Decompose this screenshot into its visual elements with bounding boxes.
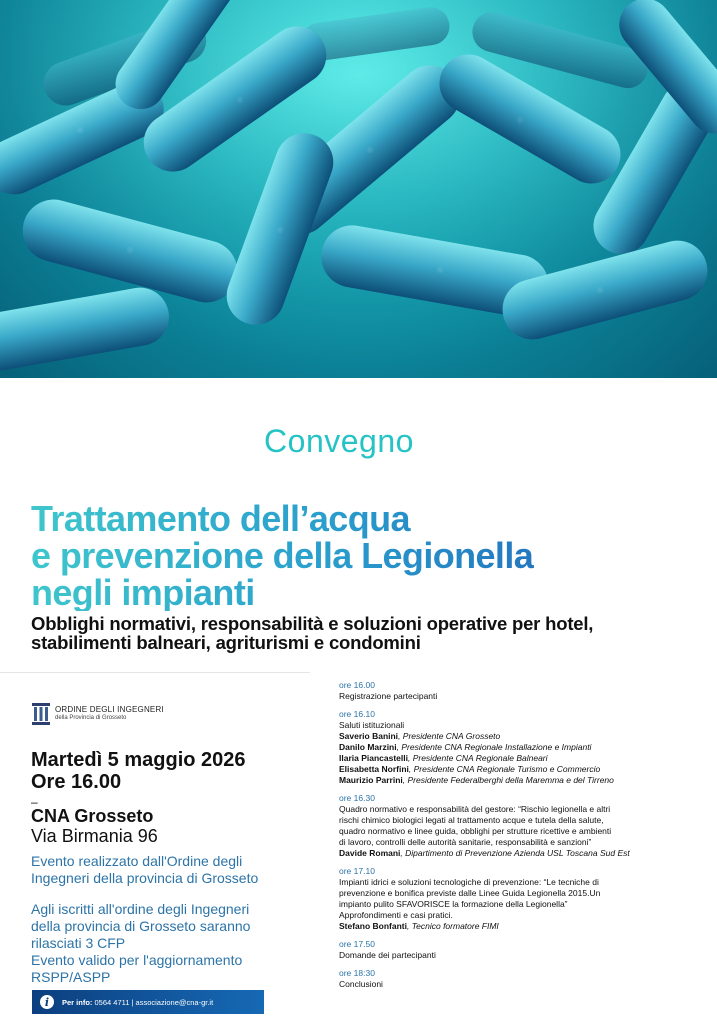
slot-text: impianto pulito SFAVORISCE la formazione della Legionella”	[339, 899, 568, 909]
slot-text: Domande dei partecipanti	[339, 950, 436, 960]
ordine-ingegneri-logo	[32, 703, 164, 725]
slot-text: rischi chimico biologici legati al trattamento acque e tutela della salute,	[339, 815, 604, 825]
separator-dash: –	[31, 795, 38, 809]
slot-time: ore 16.10	[339, 709, 375, 719]
speaker-line: Maurizio Parrini, Presidente Federalberghi della Maremma e del Tirreno	[339, 775, 614, 785]
slot-time: ore 16.00	[339, 680, 375, 690]
footer-label: Per info:	[62, 997, 93, 1007]
event-time: Ore 16.00	[31, 771, 122, 793]
program-schedule	[339, 680, 689, 997]
speaker-line: Ilaria Piancastelli, Presidente CNA Regionale Balneari	[339, 753, 548, 763]
slot-text: di lavoro, controlli delle autorità sanitarie, responsabilità e sanzioni”	[339, 837, 592, 847]
divider	[0, 672, 310, 673]
credits-line: RSPP/ASPP	[31, 969, 111, 985]
organizer-line: Evento realizzato dall'Ordine degli	[31, 853, 243, 869]
slot-text: Conclusioni	[339, 979, 383, 989]
info-footer	[32, 990, 264, 1014]
event-kicker: Convegno	[264, 423, 414, 459]
credits-line: della provincia di Grosseto saranno	[31, 918, 251, 934]
event-date-time	[31, 749, 246, 793]
slot-time: ore 17.10	[339, 866, 375, 876]
title-line: Trattamento dell’acqua	[31, 498, 410, 539]
schedule-slot	[339, 709, 689, 786]
speaker-line: Elisabetta Norfini, Presidente CNA Regionale Turismo e Commercio	[339, 764, 601, 774]
slot-text: Impianti idrici e soluzioni tecnologiche di prevenzione: “Le tecniche di	[339, 877, 599, 887]
column-logo-icon	[32, 703, 50, 725]
organizer-line: Ingegneri della provincia di Grosseto	[31, 870, 259, 886]
speaker-line: Saverio Banini, Presidente CNA Grosseto	[339, 731, 501, 741]
venue-address: Via Birmania 96	[31, 826, 158, 846]
logo-line-1: ORDINE DEGLI INGEGNERI	[55, 705, 164, 714]
organizer-note	[31, 853, 271, 887]
event-title	[31, 500, 671, 611]
schedule-slot	[339, 939, 689, 961]
slot-text: Approfondimenti e casi pratici.	[339, 910, 453, 920]
subtitle-line: stabilimenti balneari, agriturismi e condomini	[31, 632, 421, 653]
hero-image	[0, 0, 717, 378]
slot-time: ore 17.50	[339, 939, 375, 949]
event-venue	[31, 806, 158, 846]
info-icon: i	[40, 995, 54, 1009]
slot-text: prevenzione e bonifica previste dalle Linee Guida Legionella 2015.Un	[339, 888, 601, 898]
credits-line: Evento valido per l'aggiornamento	[31, 952, 243, 968]
event-date: Martedì 5 maggio 2026	[31, 749, 246, 771]
venue-name: CNA Grosseto	[31, 806, 154, 826]
schedule-slot	[339, 793, 689, 859]
event-subtitle	[31, 614, 671, 652]
credits-line: rilasciati 3 CFP	[31, 935, 126, 951]
footer-contact-text: 0564 4711 | associazione@cna-gr.it	[94, 997, 214, 1007]
bacteria-illustration	[0, 0, 717, 378]
slot-time: ore 16.30	[339, 793, 375, 803]
slot-text: Quadro normativo e responsabilità del gestore: “Rischio legionella e altri	[339, 804, 611, 814]
subtitle-line: Obblighi normativi, responsabilità e soluzioni operative per hotel,	[31, 613, 594, 634]
speaker-line: Stefano Bonfanti, Tecnico formatore FIMI	[339, 921, 499, 931]
slot-time: ore 18:30	[339, 968, 375, 978]
credits-line: Agli iscritti all'ordine degli Ingegneri	[31, 901, 250, 917]
slot-text: quadro normativo e linee guida, obblighi per strutture ricettive e ambienti	[339, 826, 612, 836]
logo-line-2: della Provincia di Grosseto	[55, 715, 127, 721]
title-line: negli impianti	[31, 572, 255, 613]
slot-text: Registrazione partecipanti	[339, 691, 438, 701]
slot-text: Saluti istituzionali	[339, 720, 405, 730]
title-line: e prevenzione della Legionella	[31, 535, 534, 576]
schedule-slot	[339, 968, 689, 990]
speaker-line: Danilo Marzini, Presidente CNA Regionale Installazione e Impianti	[339, 742, 592, 752]
schedule-slot	[339, 680, 689, 702]
speaker-line: Davide Romani, Dipartimento di Prevenzione Azienda USL Toscana Sud Est	[339, 848, 630, 858]
schedule-slot	[339, 866, 689, 932]
footer-contact	[62, 998, 213, 1007]
credits-note	[31, 901, 271, 986]
